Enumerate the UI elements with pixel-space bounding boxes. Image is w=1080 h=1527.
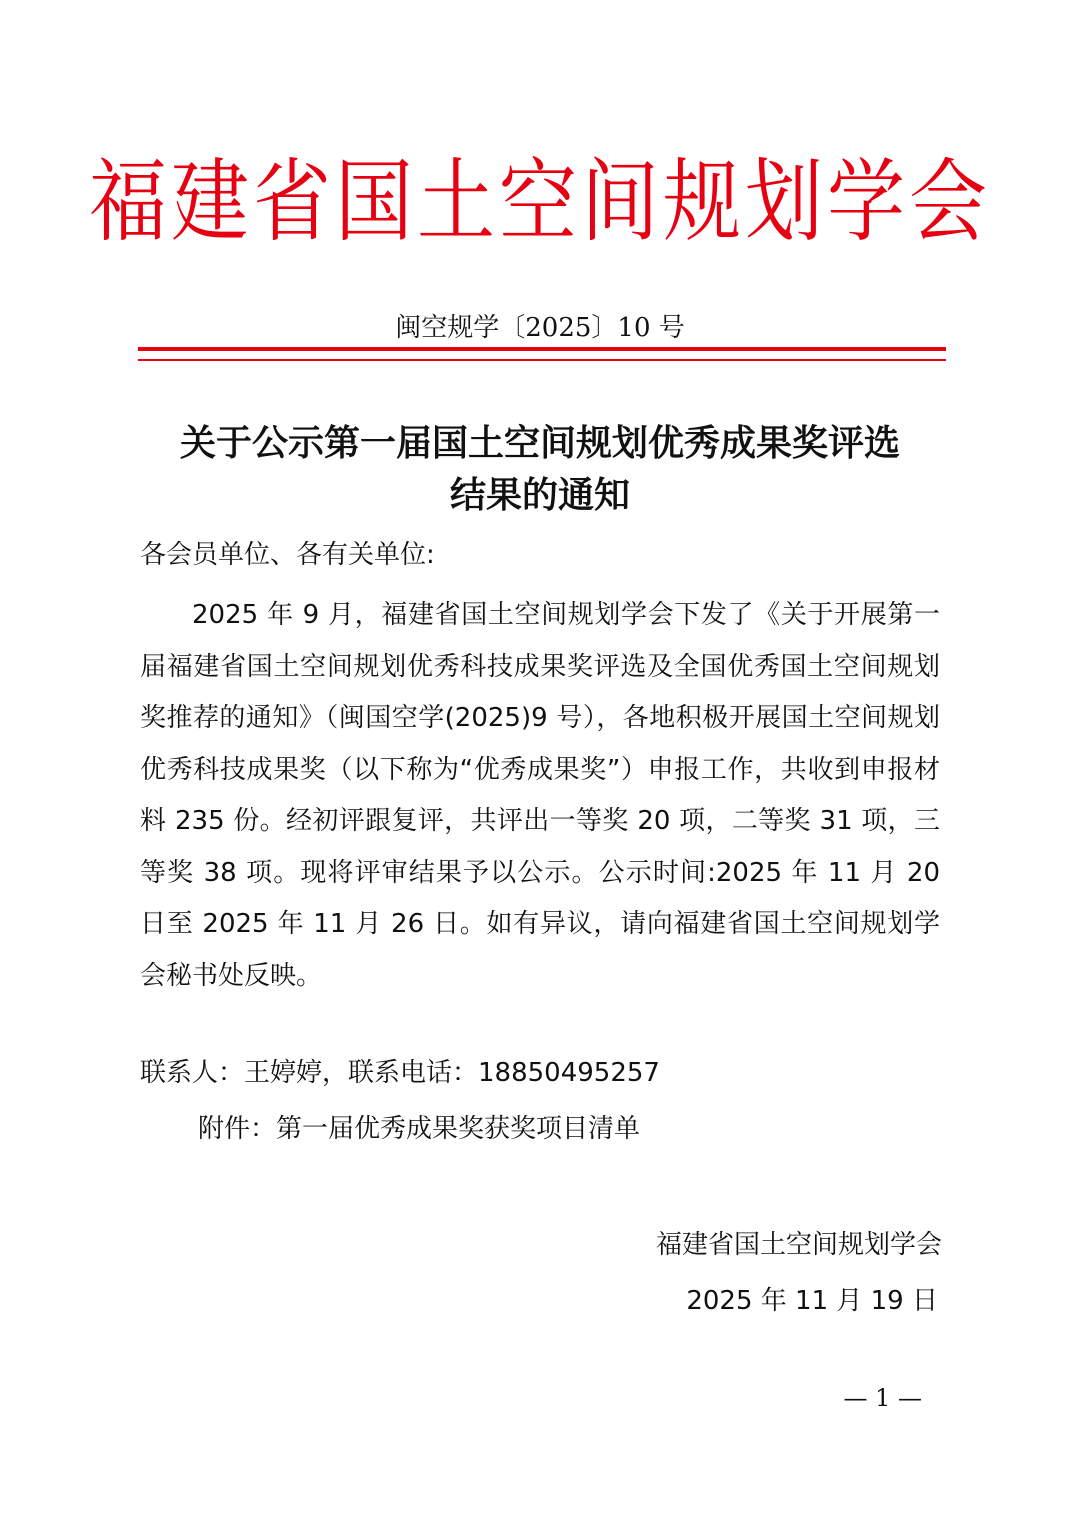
attachment-note: 附件：第一届优秀成果奖获奖项目清单: [198, 1114, 641, 1144]
notice-title: [100, 418, 980, 522]
signature-date: 2025 年 11 月 19 日: [686, 1286, 938, 1316]
notice-body: 2025 年 9 月，福建省国土空间规划学会下发了《关于开展第一届福建省国土空间规划优秀科技成果奖评选及全国优秀国土空间规划奖推荐的通知》（闽国空学(2025)9 号），各地积极开展国土空间规划优秀科技成果奖（以下称为“优秀成果奖”）申报工作，共收到申报材料 235 份。经初评跟复评，共评出一等奖 20 项，二等奖 31 项，三等奖 38 项。现将评审结果予以公示。公示时间:2025 年 11 月 20 日至 2025 年 11 月 26 日。如有异议，请向福建省国土空间规划学会秘书处反映。: [140, 600, 940, 991]
salutation: 各会员单位、各有关单位:: [140, 540, 435, 570]
signature-organization: 福建省国土空间规划学会: [655, 1230, 942, 1260]
contact-info: 联系人：王婷婷，联系电话：18850495257: [140, 1058, 660, 1088]
document-number: 闽空规学〔2025〕10 号: [395, 313, 685, 343]
notice-title-line-1: 关于公示第一届国土空间规划优秀成果奖评选: [179, 423, 900, 464]
page-number: — 1 —: [843, 1384, 922, 1412]
red-divider-thick: [138, 347, 946, 351]
notice-title-line-2: 结果的通知: [449, 475, 630, 516]
red-divider-thin: [138, 359, 946, 361]
masthead-organization: 福建省国土空间规划学会: [88, 150, 991, 255]
